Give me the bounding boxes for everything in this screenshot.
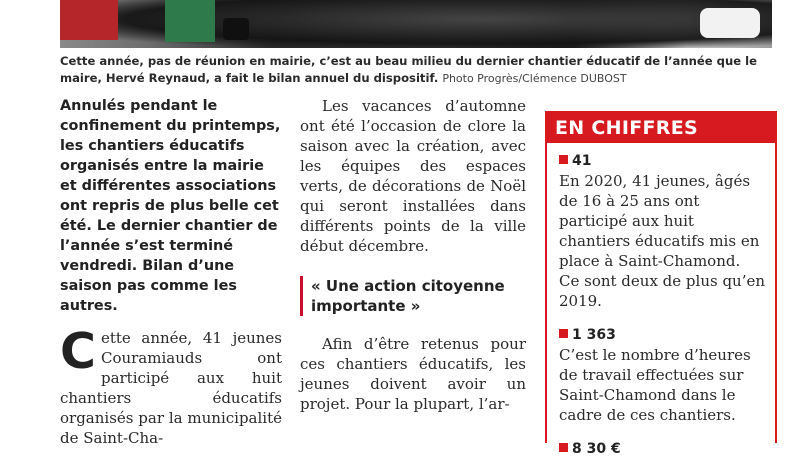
photo-credit: Photo Progrès/Clémence DUBOST [442, 72, 627, 85]
photo-boot [223, 18, 249, 40]
red-square-icon [559, 329, 568, 338]
article-photo [60, 0, 772, 48]
figure-text: En 2020, 41 jeunes, âgés de 16 à 25 ans ont participé aux huit chantiers éducatifs mis en place à Saint-Chamond. Ce sont deux de plus qu’en 2019. [559, 172, 766, 310]
intertitle: « Une action citoyenne importante » [300, 276, 526, 316]
column-2 [300, 96, 526, 414]
figure-value: 8 30 € [572, 441, 621, 457]
body-paragraph-3: Afin d’être retenus pour ces chantiers éducatifs, les jeunes doivent avoir un projet. Pour la plupart, l’ar- [300, 335, 526, 413]
figures-box-title: EN CHIFFRES [547, 113, 775, 143]
figure-item [547, 151, 775, 311]
body-paragraph-2: Les vacances d’automne ont été l’occasion de clore la saison avec la création, avec les équipes des espaces verts, de décorations de Noël qui seront installées dans différents points de la ville début décembre. [300, 97, 526, 255]
drop-cap: C [60, 323, 96, 380]
figure-item [547, 439, 775, 459]
figure-value: 41 [572, 153, 592, 169]
figure-item [547, 325, 775, 425]
photo-person-green [165, 0, 215, 42]
lead-paragraph: Annulés pendant le confinement du printemps, les chantiers éducatifs organisés entre la mairie et différentes associations ont repris de plus belle cet été. Le dernier chantier de l’année s’est terminé vendredi. Bilan d’une saison pas comme les autres. [60, 98, 281, 314]
red-square-icon [559, 155, 568, 164]
figures-box [545, 111, 777, 457]
caption-text: Cette année, pas de réunion en mairie, c’est au beau milieu du dernier chantier éducatif de l’année que le maire, Hervé Reynaud, a fait le bilan annuel du dispositif. [60, 54, 757, 85]
body-paragraph-1 [60, 323, 282, 448]
red-square-icon [559, 443, 568, 452]
figure-value: 1 363 [572, 327, 616, 343]
column-1 [60, 96, 282, 448]
photo-person-red [60, 0, 118, 40]
photo-caption [60, 53, 775, 87]
figure-text: C’est le nombre d’heures de travail effectuées sur Saint-Chamond dans le cadre de ces chantiers. [559, 346, 751, 424]
photo-glove [700, 8, 760, 38]
body-paragraph-1-text: ette année, 41 jeunes Couramiauds ont participé aux huit chantiers éducatifs organisés par la municipalité de Saint-Cha- [60, 329, 282, 447]
